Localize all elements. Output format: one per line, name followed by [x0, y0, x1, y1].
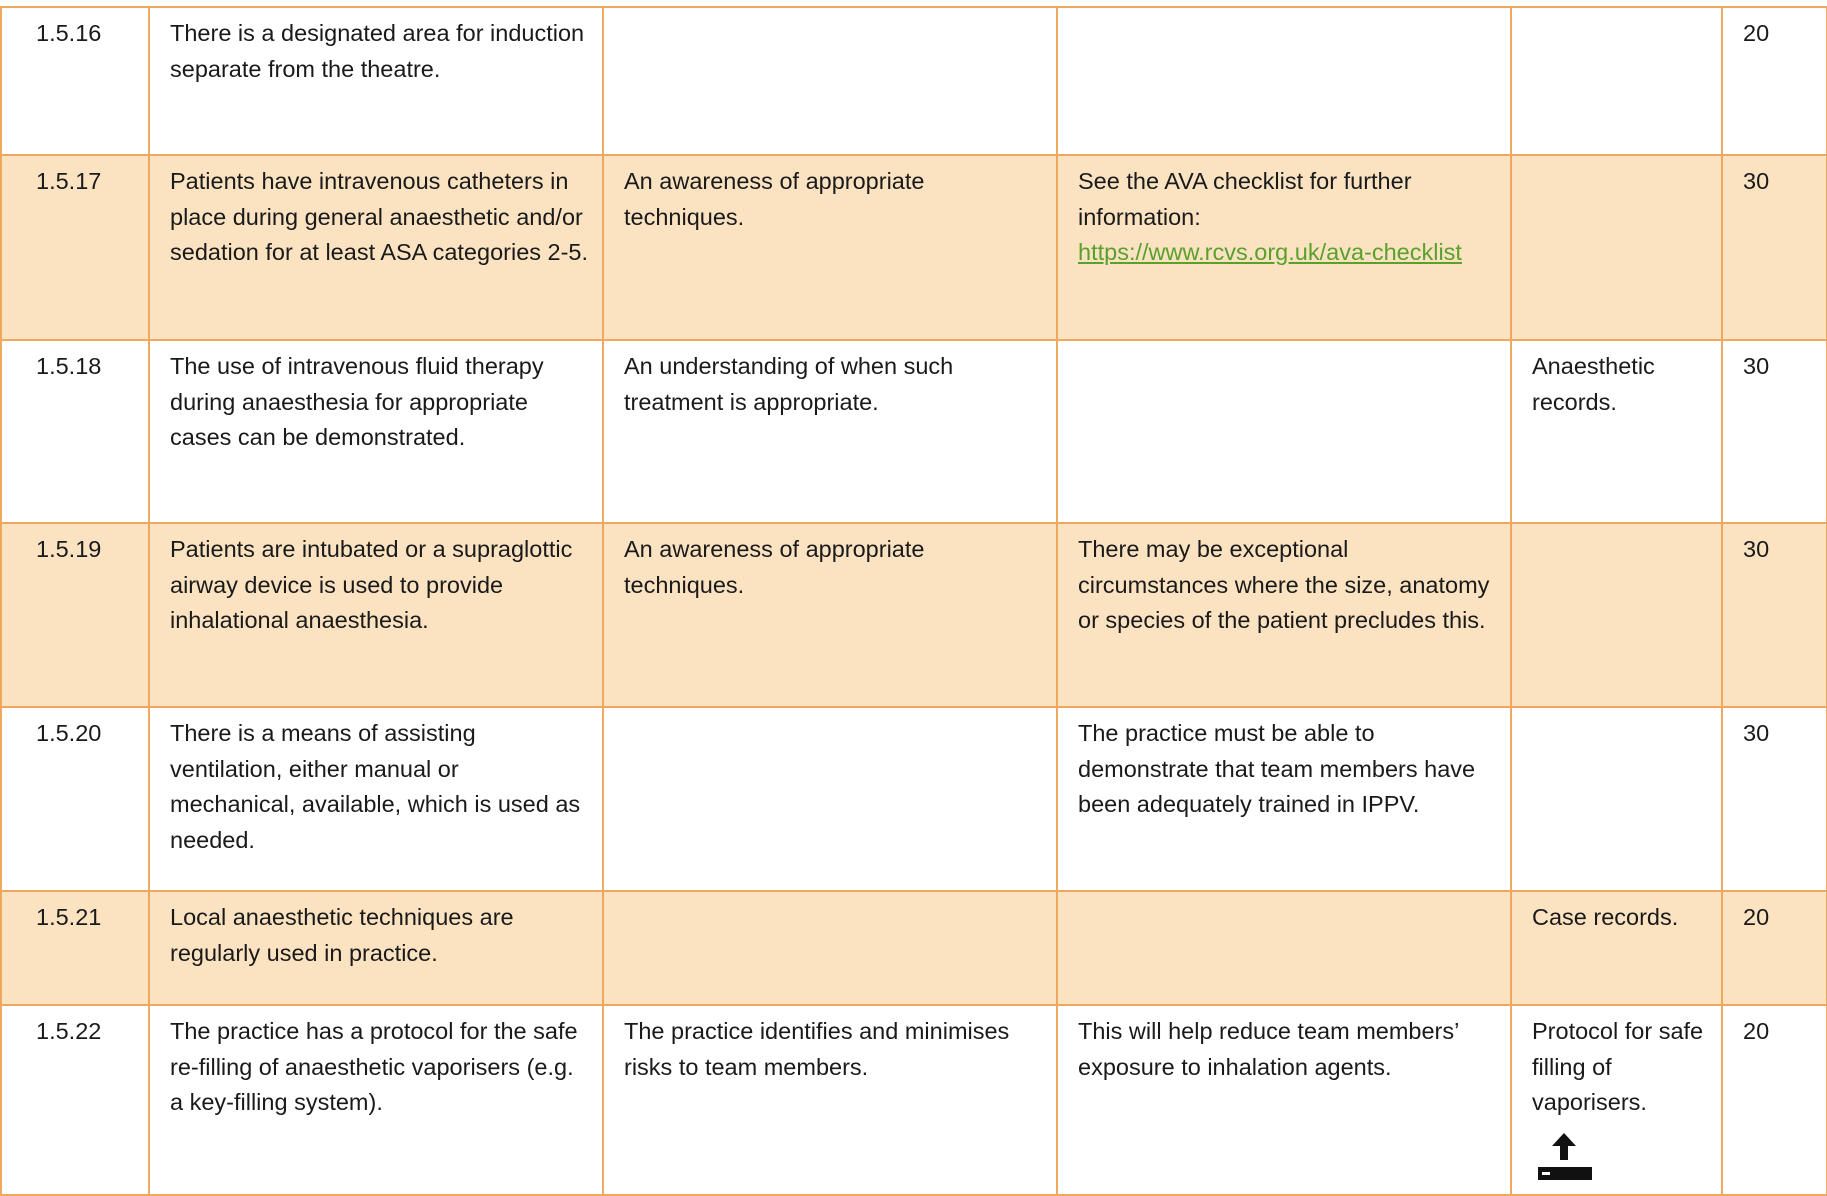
evidence-cell: Case records. — [1511, 891, 1722, 1005]
evidence-cell — [1511, 523, 1722, 707]
row-id: 1.5.18 — [1, 340, 149, 523]
evidence-cell: Anaesthetic records. — [1511, 340, 1722, 523]
points-cell: 30 — [1722, 707, 1827, 891]
row-id: 1.5.19 — [1, 523, 149, 707]
points-cell: 30 — [1722, 523, 1827, 707]
row-id: 1.5.21 — [1, 891, 149, 1005]
guidance-cell: This will help reduce team members’ exposure to inhalation agents. — [1057, 1005, 1511, 1195]
evidence-cell — [1511, 7, 1722, 155]
upload-icon[interactable] — [1532, 1129, 1596, 1183]
table-row — [1, 523, 1827, 707]
table-row — [1, 155, 1827, 340]
requirement-cell: Local anaesthetic techniques are regularly used in practice. — [149, 891, 603, 1005]
understanding-cell: An awareness of appropriate techniques. — [603, 523, 1057, 707]
understanding-cell: An awareness of appropriate techniques. — [603, 155, 1057, 340]
understanding-cell — [603, 7, 1057, 155]
understanding-cell: The practice identifies and minimises risks to team members. — [603, 1005, 1057, 1195]
guidance-cell — [1057, 155, 1511, 340]
evidence-cell — [1511, 155, 1722, 340]
guidance-cell — [1057, 7, 1511, 155]
evidence-text: Protocol for safe filling of vaporisers. — [1532, 1018, 1704, 1115]
row-id: 1.5.16 — [1, 7, 149, 155]
points-cell: 20 — [1722, 891, 1827, 1005]
requirement-cell: The practice has a protocol for the safe re-filling of anaesthetic vaporisers (e.g. a key-filling system). — [149, 1005, 603, 1195]
requirement-cell: Patients have intravenous catheters in place during general anaesthetic and/or sedation for at least ASA categories 2-5. — [149, 155, 603, 340]
guidance-cell — [1057, 340, 1511, 523]
understanding-cell — [603, 707, 1057, 891]
guidance-cell: The practice must be able to demonstrate that team members have been adequately trained in IPPV. — [1057, 707, 1511, 891]
requirement-cell: The use of intravenous fluid therapy during anaesthesia for appropriate cases can be demonstrated. — [149, 340, 603, 523]
guidance-text: See the AVA checklist for further information: — [1078, 168, 1412, 230]
table-row — [1, 1005, 1827, 1195]
understanding-cell: An understanding of when such treatment is appropriate. — [603, 340, 1057, 523]
evidence-cell — [1511, 1005, 1722, 1195]
points-cell: 30 — [1722, 340, 1827, 523]
evidence-cell — [1511, 707, 1722, 891]
row-id: 1.5.17 — [1, 155, 149, 340]
table-row — [1, 707, 1827, 891]
guidance-cell — [1057, 891, 1511, 1005]
understanding-cell — [603, 891, 1057, 1005]
points-cell: 30 — [1722, 155, 1827, 340]
table-row — [1, 891, 1827, 1005]
points-cell: 20 — [1722, 1005, 1827, 1195]
standards-table — [0, 6, 1827, 1196]
ava-checklist-link[interactable]: https://www.rcvs.org.uk/ava-checklist — [1078, 239, 1462, 265]
guidance-cell: There may be exceptional circumstances where the size, anatomy or species of the patient precludes this. — [1057, 523, 1511, 707]
requirement-cell: Patients are intubated or a supraglottic airway device is used to provide inhalational anaesthesia. — [149, 523, 603, 707]
table-row — [1, 340, 1827, 523]
row-id: 1.5.22 — [1, 1005, 149, 1195]
points-cell: 20 — [1722, 7, 1827, 155]
requirement-cell: There is a means of assisting ventilation, either manual or mechanical, available, which is used as needed. — [149, 707, 603, 891]
row-id: 1.5.20 — [1, 707, 149, 891]
requirement-cell: There is a designated area for induction separate from the theatre. — [149, 7, 603, 155]
table-row — [1, 7, 1827, 155]
